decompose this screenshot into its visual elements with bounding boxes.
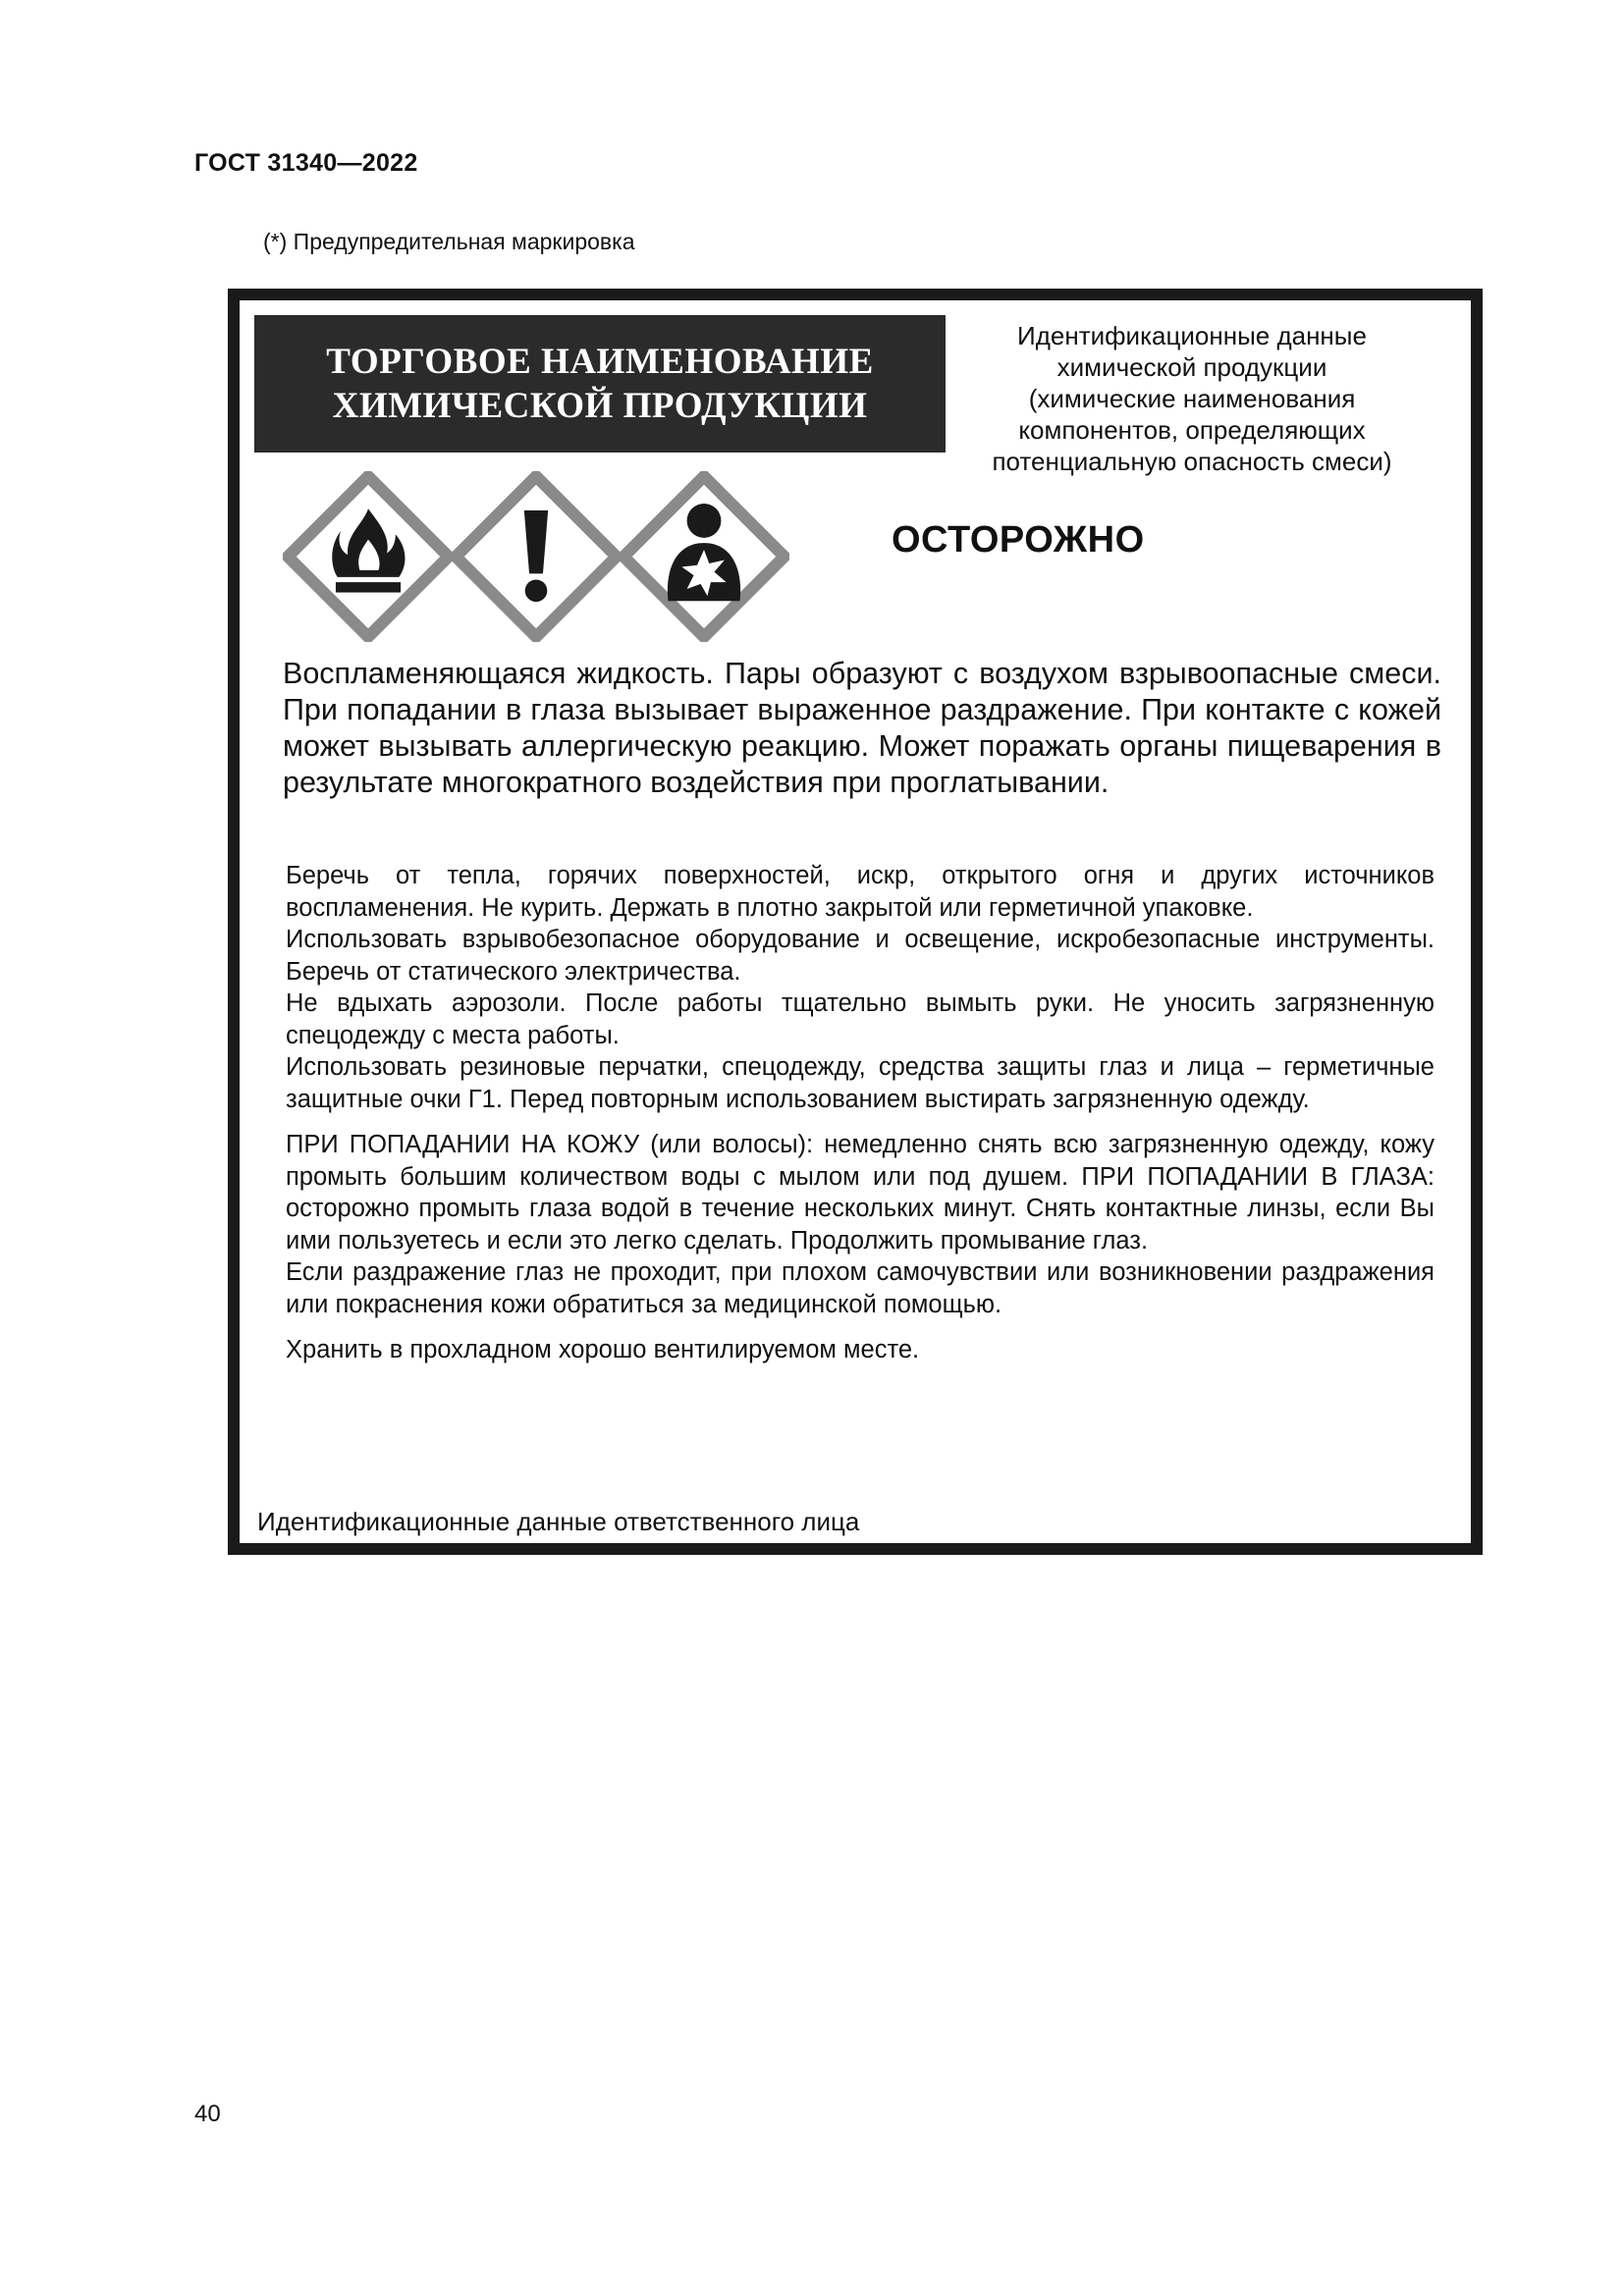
product-identification <box>981 320 1403 477</box>
figure-caption: (*) Предупредительная маркировка <box>263 229 635 254</box>
first-aid-text: ПРИ ПОПАДАНИИ НА КОЖУ (или волосы): немедленно снять всю загрязненную одежду, кожу промыть большим количеством воды с мылом или под душем. ПРИ ПОПАДАНИИ В ГЛАЗА: осторожно промыть глаза водой в течение нескольких минут. Снять контактные линзы, если Вы ими пользуетесь и если это легко сделать. Продолжить промывание глаз. <box>286 1131 1435 1255</box>
trade-name-line: ХИМИЧЕСКОЙ ПРОДУКЦИИ <box>332 386 868 426</box>
id-data-line: химической продукции <box>1056 352 1327 382</box>
precaution-text: Использовать резиновые перчатки, спецодежду, средства защиты глаз и лица – герметичные защитные очки Г1. Перед повторным использованием выстирать загрязненную одежду. <box>286 1053 1435 1113</box>
first-aid-text: Если раздражение глаз не проходит, при плохом самочувствии или возникновении раздражения или покраснения кожи обратиться за медицинской помощью. <box>286 1258 1435 1318</box>
trade-name-line: ТОРГОВОЕ НАИМЕНОВАНИЕ <box>326 342 874 382</box>
id-data-line: потенциальную опасность смеси) <box>992 447 1392 476</box>
id-data-line: Идентификационные данные <box>1017 321 1367 350</box>
warning-label <box>228 289 1483 1555</box>
health-hazard-pictogram-icon <box>619 471 789 642</box>
precaution-text: Не вдыхать аэрозоли. После работы тщательно вымыть руки. Не уносить загрязненную спецодежду с места работы. <box>286 989 1435 1049</box>
trade-name-block <box>254 315 946 453</box>
precaution-text: Использовать взрывобезопасное оборудование и освещение, искробезопасные инструменты. Беречь от статического электричества. <box>286 926 1435 986</box>
id-data-line: компонентов, определяющих <box>1018 415 1366 445</box>
precautionary-statements <box>286 860 1435 1366</box>
exclamation-mark-pictogram-icon <box>451 471 622 642</box>
page-number: 40 <box>194 2101 221 2127</box>
precaution-text: Беречь от тепла, горячих поверхностей, искр, открытого огня и других источников воспламенения. Не курить. Держать в плотно закрытой или герметичной упаковке. <box>286 862 1435 922</box>
signal-word: ОСТОРОЖНО <box>892 519 1145 561</box>
responsible-party: Идентификационные данные ответственного лица <box>257 1507 860 1536</box>
flame-pictogram-icon <box>283 471 454 642</box>
document-header: ГОСТ 31340—2022 <box>194 149 418 177</box>
hazard-statements <box>283 656 1441 801</box>
id-data-line: (химические наименования <box>1028 384 1356 413</box>
hazard-text: Воспламеняющаяся жидкость. Пары образуют с воздухом взрывоопасные смеси. При попадании в глаза вызывает выраженное раздражение. При контакте с кожей может вызывать аллергическую реакцию. Может поражать органы пищеварения в результате многократного воздействия при проглатывании. <box>283 657 1441 799</box>
storage-text: Хранить в прохладном хорошо вентилируемом месте. <box>286 1336 920 1363</box>
